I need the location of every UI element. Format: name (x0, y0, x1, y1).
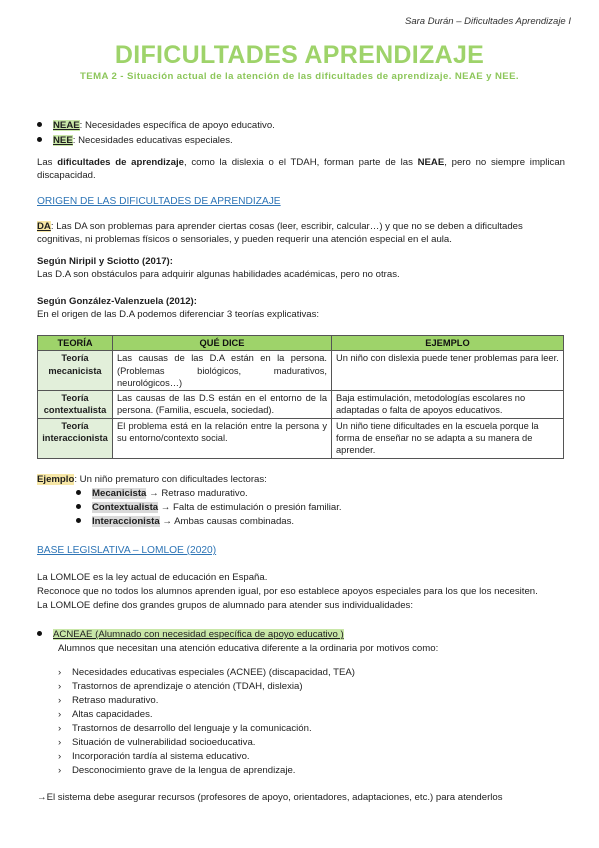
reason-text: Trastornos de aprendizaje o atención (TDAH, dislexia) (72, 681, 303, 692)
table-row (38, 418, 564, 458)
intro-paragraph (37, 157, 565, 182)
example-term: Mecanicista (92, 488, 147, 499)
example-item (76, 516, 294, 529)
table-cell-example: Un niño tiene dificultades en la escuela porque la forma de enseñar no se adapta a su manera de aprender. (332, 418, 564, 458)
acneae-bullet (37, 629, 344, 642)
reason-text: Situación de vulnerabilidad socioeducativa. (72, 737, 256, 748)
intro-bold-term: dificultades de aprendizaje (57, 157, 184, 168)
section-heading-text: ORIGEN DE LAS DIFICULTADES DE APRENDIZAJE (37, 196, 281, 207)
section-heading-origin (37, 196, 565, 209)
reason-text: Altas capacidades. (72, 709, 153, 720)
bullet-icon (76, 504, 81, 509)
reason-text: Trastornos de desarrollo del lenguaje y la comunicación. (72, 723, 312, 734)
bullet-icon (37, 122, 42, 127)
bullet-icon (37, 137, 42, 142)
reason-text: Retraso madurativo. (72, 695, 159, 706)
example-item (76, 488, 248, 501)
chevron-right-icon: › (58, 695, 62, 706)
reason-item (58, 751, 250, 764)
chevron-right-icon: › (58, 737, 62, 748)
term-neae: NEAE (53, 120, 80, 131)
term-da: DA (37, 221, 51, 232)
table-cell-example: Un niño con dislexia puede tener problemas para leer. (332, 351, 564, 391)
table-cell-example: Baja estimulación, metodologías escolares no adaptadas o falta de apoyos educativos. (332, 391, 564, 419)
bullet-icon (76, 518, 81, 523)
page-title: DIFICULTADES APRENDIZAJE (114, 41, 485, 69)
reason-item (58, 737, 255, 750)
example-term: Interaccionista (92, 516, 160, 527)
definition-nee (37, 135, 233, 148)
da-text: : Las DA son problemas para aprender ciertas cosas (leer, escribir, calcular…) y que no se deben a dificultades cognitivas, ni problemas físicos o sensoriales, y pueden requerir una atención especial en el aula. (37, 221, 523, 245)
author-text-1: Las D.A son obstáculos para adquirir algunas habilidades académicas, pero no otras. (37, 269, 400, 280)
reason-item (58, 709, 153, 722)
example-term: Contextualista (92, 502, 159, 513)
reason-text: Incorporación tardía al sistema educativo. (72, 751, 250, 762)
section-heading-legal (37, 545, 565, 558)
chevron-right-icon: › (58, 723, 62, 734)
running-header: Sara Durán – Dificultades Aprendizaje I (405, 16, 571, 27)
legal-line: La LOMLOE es la ley actual de educación en España. (37, 572, 268, 583)
definition-neae (37, 120, 275, 133)
reason-item (58, 723, 312, 736)
intro-text: Las (37, 157, 58, 168)
reason-item (58, 667, 355, 680)
definition-text: : Necesidades específica de apoyo educativo. (79, 120, 275, 131)
chevron-right-icon: › (58, 765, 62, 776)
example-item-text: → Ambas causas combinadas. (159, 516, 295, 527)
table-cell-theory: Teoría contextualista (38, 391, 113, 419)
chevron-right-icon: › (58, 751, 62, 762)
reason-item (58, 695, 158, 708)
legal-line: Reconoce que no todos los alumnos aprenden igual, por eso establece apoyos especiales para los que los necesiten. (37, 586, 538, 597)
acneae-title: ACNEAE (Alumnado con necesidad específica de apoyo educativo ) (53, 629, 344, 640)
table-header: QUÉ DICE (113, 336, 332, 351)
bullet-icon (76, 490, 81, 495)
table-cell-theory: Teoría mecanicista (38, 351, 113, 391)
table-header: EJEMPLO (332, 336, 564, 351)
definition-text: : Necesidades educativas especiales. (72, 135, 233, 146)
table-cell-theory: Teoría interaccionista (38, 418, 113, 458)
example-item-text: → Retraso madurativo. (146, 488, 248, 499)
conclusion-line: →El sistema debe asegurar recursos (profesores de apoyo, orientadores, adaptaciones, etc.) para atenderlos (37, 792, 503, 803)
example-intro (37, 474, 565, 487)
bullet-icon (37, 631, 42, 636)
reason-text: Desconocimiento grave de la lengua de aprendizaje. (72, 765, 296, 776)
table-row (38, 351, 564, 391)
author-heading-1: Según Niripil y Sciotto (2017): (37, 256, 173, 267)
chevron-right-icon: › (58, 681, 62, 692)
legal-line: La LOMLOE define dos grandes grupos de alumnado para atender sus individualidades: (37, 600, 414, 611)
da-definition (37, 221, 565, 246)
table-cell-says: Las causas de las D.S están en el entorno de la persona. (Familia, escuela, sociedad). (113, 391, 332, 419)
author-heading-2: Según González-Valenzuela (2012): (37, 296, 197, 307)
theories-table (37, 335, 564, 459)
chevron-right-icon: › (58, 667, 62, 678)
chevron-right-icon: › (58, 709, 62, 720)
term-nee: NEE (53, 135, 73, 146)
table-cell-says: El problema está en la relación entre la persona y su entorno/contexto social. (113, 418, 332, 458)
section-heading-text: BASE LEGISLATIVA – LOMLOE (2020) (37, 545, 217, 556)
reason-item (58, 765, 295, 778)
reason-text: Necesidades educativas especiales (ACNEE) (discapacidad, TEA) (72, 667, 355, 678)
table-header: TEORÍA (38, 336, 113, 351)
author-text-2: En el origen de las D.A podemos diferenciar 3 teorías explicativas: (37, 309, 320, 320)
page-subtitle: TEMA 2 - Situación actual de la atención de las dificultades de aprendizaje. NEAE y NEE. (80, 71, 519, 82)
example-item (76, 502, 342, 515)
intro-text: , como la dislexia o el TDAH, forman parte de las (183, 157, 418, 168)
example-label: Ejemplo (37, 474, 75, 485)
table-cell-says: Las causas de las D.A están en la persona. (Problemas biológicos, madurativos, neurológicos…) (113, 351, 332, 391)
intro-bold-term: NEAE (417, 157, 445, 168)
example-text: : Un niño prematuro con dificultades lectoras: (74, 474, 267, 485)
intro-text: , pero no siempre implican discapacidad. (37, 157, 566, 181)
table-row (38, 391, 564, 419)
example-item-text: → Falta de estimulación o presión familiar. (158, 502, 342, 513)
acneae-description: Alumnos que necesitan una atención educativa diferente a la ordinaria por motivos como: (58, 643, 439, 654)
reason-item (58, 681, 303, 694)
table-header-row (38, 336, 564, 351)
